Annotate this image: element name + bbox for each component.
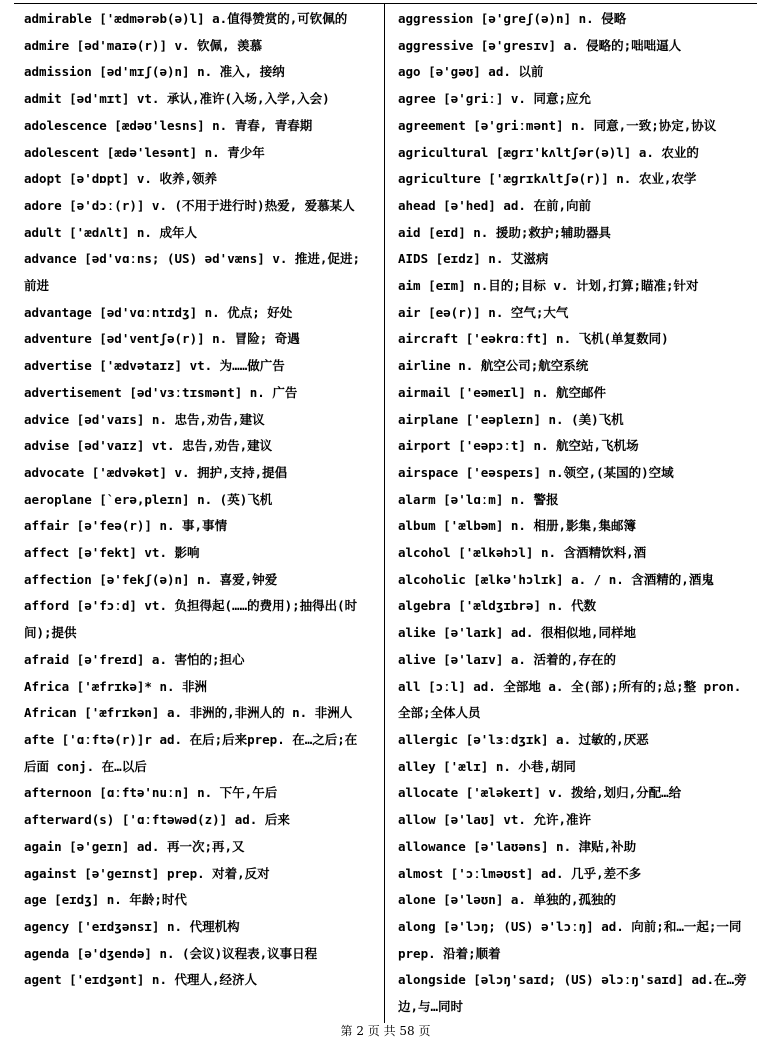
vocab-entry: aim [eɪm] n.目的;目标 v. 计划,打算;瞄准;针对 [398,278,699,294]
vocab-entry: adore [ə'dɔː(r)] v. (不用于进行时)热爱, 爱慕某人 [24,197,355,213]
vocab-entry: agree [ə'griː] v. 同意;应允 [398,91,591,107]
vocab-entry: advantage [əd'vɑːntɪdʒ] n. 优点; 好处 [24,304,293,320]
column-divider [384,3,385,1023]
vocab-entry: album ['ælbəm] n. 相册,影集,集邮簿 [398,518,637,534]
vocab-entry: alongside [əlɔŋ'saɪd; (US) əlɔːŋ'saɪd] ad.在…旁边,与…同时 [398,972,747,1015]
vocab-entry: aircraft ['eəkrɑːft] n. 飞机(单复数同) [398,331,669,347]
vocab-entry: alcoholic [ælkə'hɔlɪk] a. / n. 含酒精的,酒鬼 [398,571,714,587]
vocab-entry: against [ə'geɪnst] prep. 对着,反对 [24,865,270,881]
vocab-entry: African ['æfrɪkən] a. 非洲的,非洲人的 n. 非洲人 [24,705,353,721]
vocab-entry: alone [ə'ləʊn] a. 单独的,孤独的 [398,892,616,908]
vocab-entry: air [eə(r)] n. 空气;大气 [398,304,569,320]
vocab-entry: agreement [ə'griːmənt] n. 同意,一致;协定,协议 [398,117,717,133]
vocab-entry: aid [eɪd] n. 援助;救护;辅助器具 [398,224,611,240]
vocab-entry: adolescent [ædə'lesənt] n. 青少年 [24,144,265,160]
vocab-entry: afternoon [ɑːftə'nuːn] n. 下午,午后 [24,785,278,801]
vocab-entry: advertisement [əd'vɜːtɪsmənt] n. 广告 [24,384,298,400]
vocab-entry: all [ɔːl] ad. 全部地 a. 全(部);所有的;总;整 pron. 全部;全体人员 [398,678,742,721]
vocab-entry: aggressive [ə'gresɪv] a. 侵略的;咄咄逼人 [398,37,682,53]
vocab-entry: airmail ['eəmeɪl] n. 航空邮件 [398,384,607,400]
vocab-entry: AIDS [eɪdz] n. 艾滋病 [398,251,549,267]
vocab-entry: admission [əd'mɪʃ(ə)n] n. 准入, 接纳 [24,64,285,80]
vocab-entry: age [eɪdʒ] n. 年龄;时代 [24,892,187,908]
vocab-entry: allocate ['æləkeɪt] v. 拨给,划归,分配…给 [398,785,682,801]
vocab-entry: aggression [ə'greʃ(ə)n] n. 侵略 [398,11,627,26]
vocab-entry: affair [ə'feə(r)] n. 事,事情 [24,518,228,534]
vocab-entry: airspace ['eəspeɪs] n.领空,(某国的)空域 [398,464,674,480]
vocab-entry: ahead [ə'hed] ad. 在前,向前 [398,197,591,213]
right-column [398,6,750,1021]
vocab-entry: alcohol ['ælkəhɔl] n. 含酒精饮料,酒 [398,545,647,561]
vocab-entry: advertise ['ædvətaɪz] vt. 为……做广告 [24,358,285,374]
vocab-entry: afterward(s) ['ɑːftəwəd(z)] ad. 后来 [24,812,290,828]
vocab-entry: agriculture ['ægrɪkʌltʃə(r)] n. 农业,农学 [398,171,697,187]
vocab-entry: along [ə'lɔŋ; (US) ə'lɔːŋ] ad. 向前;和…一起;一同 prep. 沿着;顺着 [398,918,742,961]
vocab-entry: afte ['ɑːftə(r)]r ad. 在后;后来prep. 在…之后;在 后面 conj. 在…以后 [24,731,358,774]
vocab-entry: affect [ə'fekt] vt. 影响 [24,545,200,561]
vocab-entry: alley ['ælɪ] n. 小巷,胡同 [398,758,576,774]
vocab-entry: allowance [ə'laʊəns] n. 津贴,补助 [398,838,637,854]
vocab-entry: afraid [ə'freɪd] a. 害怕的;担心 [24,651,245,667]
vocab-entry: advise [əd'vaɪz] vt. 忠告,劝告,建议 [24,438,273,454]
vocab-entry: adolescence [ædəʊ'lesns] n. 青春, 青春期 [24,117,313,133]
vocab-entry: agricultural [ægrɪ'kʌltʃər(ə)l] a. 农业的 [398,144,699,160]
vocab-entry: agency ['eɪdʒənsɪ] n. 代理机构 [24,918,240,934]
vocab-entry: adult ['ædʌlt] n. 成年人 [24,224,197,240]
vocab-entry: airport ['eəpɔːt] n. 航空站,飞机场 [398,438,639,454]
vocab-entry: alarm [ə'lɑːm] n. 警报 [398,491,559,507]
vocab-entry: advocate ['ædvəkət] v. 拥护,支持,提倡 [24,464,288,480]
vocab-entry: ago [ə'gəʊ] ad. 以前 [398,64,544,80]
page-footer: 第 2 页 共 58 页 [340,1024,431,1038]
left-column [24,6,372,994]
vocab-entry: allow [ə'laʊ] vt. 允许,准许 [398,812,591,828]
vocab-entry: airplane ['eəpleɪn] n. (美)飞机 [398,411,624,427]
vocab-entry: admirable ['ædmərəb(ə)l] a.值得赞赏的,可钦佩的 [24,11,348,26]
vocab-entry: admit [əd'mɪt] vt. 承认,准许(入场,入学,入会) [24,91,330,107]
vocab-entry: alike [ə'laɪk] ad. 很相似地,同样地 [398,625,637,641]
vocab-entry: again [ə'geɪn] ad. 再一次;再,又 [24,838,245,854]
vocab-entry: almost ['ɔːlməʊst] ad. 几乎,差不多 [398,865,642,881]
vocab-entry: adventure [əd'ventʃə(r)] n. 冒险; 奇遇 [24,331,300,347]
vocab-entry: alive [ə'laɪv] a. 活着的,存在的 [398,651,616,667]
vocab-entry: allergic [ə'lɜːdʒɪk] a. 过敏的,厌恶 [398,731,649,747]
vocab-entry: agent ['eɪdʒənt] n. 代理人,经济人 [24,972,258,988]
vocab-entry: advice [əd'vaɪs] n. 忠告,劝告,建议 [24,411,265,427]
vocab-entry: admire [əd'maɪə(r)] v. 钦佩, 羡慕 [24,37,263,53]
vocab-entry: Africa ['æfrɪkə]* n. 非洲 [24,678,208,694]
vocab-entry: airline n. 航空公司;航空系统 [398,358,589,374]
vocab-entry: algebra ['ældʒɪbrə] n. 代数 [398,598,597,614]
vocab-entry: afford [ə'fɔːd] vt. 负担得起(……的费用);抽得出(时间);提供 [24,598,358,641]
vocab-entry: agenda [ə'dʒendə] n. (会议)议程表,议事日程 [24,945,318,961]
vocab-entry: adopt [ə'dɒpt] v. 收养,领养 [24,171,217,187]
vocab-entry: aeroplane [`erə,pleɪn] n. (英)飞机 [24,491,273,507]
top-rule [14,3,757,4]
vocab-entry: advance [əd'vɑːns; (US) əd'væns] v. 推进,促进;前进 [24,251,360,294]
vocab-entry: affection [ə'fekʃ(ə)n] n. 喜爱,钟爱 [24,571,278,587]
